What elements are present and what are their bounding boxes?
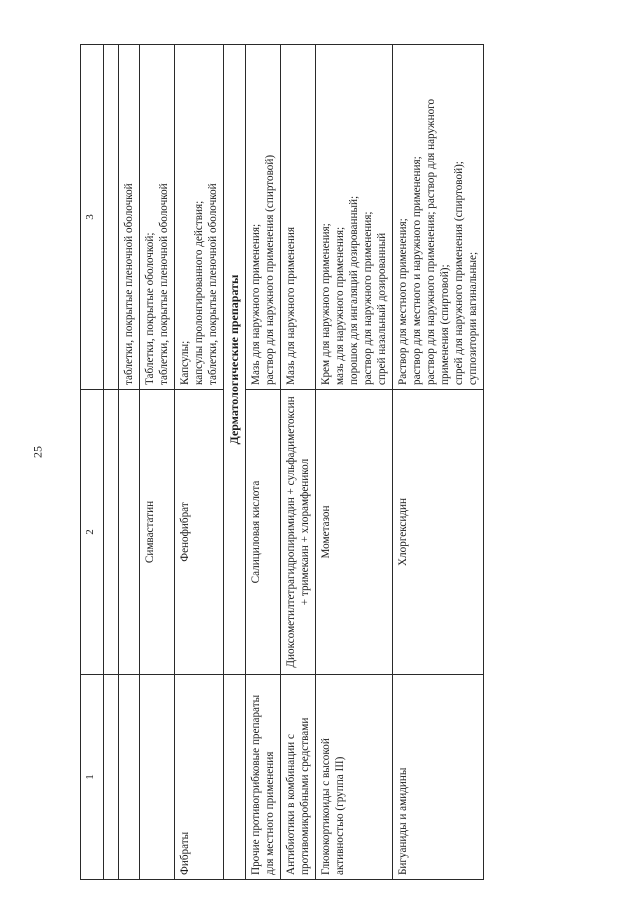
table-row xyxy=(316,45,393,880)
table-row xyxy=(140,45,175,880)
table-row xyxy=(281,45,316,880)
drug-cell: Хлоргексидин xyxy=(393,390,484,675)
table-row xyxy=(175,45,224,880)
group-cell: Глюкокортикоиды с высокой активностью (группа III) xyxy=(316,675,393,880)
group-cell xyxy=(119,675,140,880)
form-line: порошок для ингаляций дозированный; xyxy=(348,195,360,385)
form-line: раствор для наружного применения (спиртовой) xyxy=(264,154,276,385)
section-empty-cell xyxy=(224,675,246,880)
form-line: таблетки, покрытые пленочной оболочкой xyxy=(207,183,219,385)
form-line: Раствор для местного применения; xyxy=(397,218,409,385)
drug-cell: Мометазон xyxy=(316,390,393,675)
page-number: 25 xyxy=(30,446,45,458)
form-cell xyxy=(140,45,175,390)
form-line: Капсулы; xyxy=(179,340,191,385)
column-header-3: 3 xyxy=(81,45,104,390)
drug-cell: Фенофибрат xyxy=(175,390,224,675)
form-line: Крем для наружного применения; xyxy=(320,223,332,385)
group-cell: Прочие противогрибковые препараты для местного применения xyxy=(246,675,281,880)
form-line: Таблетки, покрытые оболочкой; xyxy=(144,232,156,385)
table-row xyxy=(119,45,140,880)
form-line: Мазь для наружного применения; xyxy=(250,223,262,385)
group-cell: Бигуаниды и амидины xyxy=(393,675,484,880)
drug-cell: Диоксометилтетрагидропиримидин + сульфадиметоксин + тримекаин + хлорамфеникол xyxy=(281,390,316,675)
table-row xyxy=(393,45,484,880)
drug-cell xyxy=(119,390,140,675)
form-line: мазь для наружного применения; xyxy=(334,226,346,385)
form-cell xyxy=(393,45,484,390)
form-cell xyxy=(281,45,316,390)
form-cell xyxy=(246,45,281,390)
form-line: Мазь для наружного применения xyxy=(285,227,297,385)
drug-cell: Симвастатин xyxy=(140,390,175,675)
section-row xyxy=(224,45,246,880)
group-cell xyxy=(140,675,175,880)
table-row xyxy=(246,45,281,880)
form-line: капсулы пролонгированного действия; xyxy=(193,200,205,385)
column-header-1: 1 xyxy=(81,675,104,880)
drug-table xyxy=(80,44,484,880)
form-cell xyxy=(316,45,393,390)
form-line: спрей для наружного применения (спиртовой); xyxy=(453,161,465,385)
form-line: спрей назальный дозированный xyxy=(376,232,388,385)
form-line: таблетки, покрытые пленочной оболочкой xyxy=(123,183,135,385)
form-cell xyxy=(175,45,224,390)
form-line: раствор для местного и наружного применения; xyxy=(411,156,423,385)
column-header-2: 2 xyxy=(81,390,104,675)
drug-cell: Салициловая кислота xyxy=(246,390,281,675)
form-line: раствор для наружного применения; раствор для наружного применения (спиртовой); xyxy=(425,98,451,385)
form-line: раствор для наружного применения; xyxy=(362,211,374,385)
table-spacer xyxy=(104,45,119,880)
form-line: суппозитории вагинальные; xyxy=(467,251,479,385)
rotated-page-content xyxy=(80,45,610,880)
group-cell: Фибраты xyxy=(175,675,224,880)
group-cell: Антибиотики в комбинации с противомикробными средствами xyxy=(281,675,316,880)
form-line: таблетки, покрытые пленочной оболочкой xyxy=(158,183,170,385)
form-cell xyxy=(119,45,140,390)
section-title: Дерматологические препараты xyxy=(224,45,246,675)
table-header-row xyxy=(81,45,104,880)
